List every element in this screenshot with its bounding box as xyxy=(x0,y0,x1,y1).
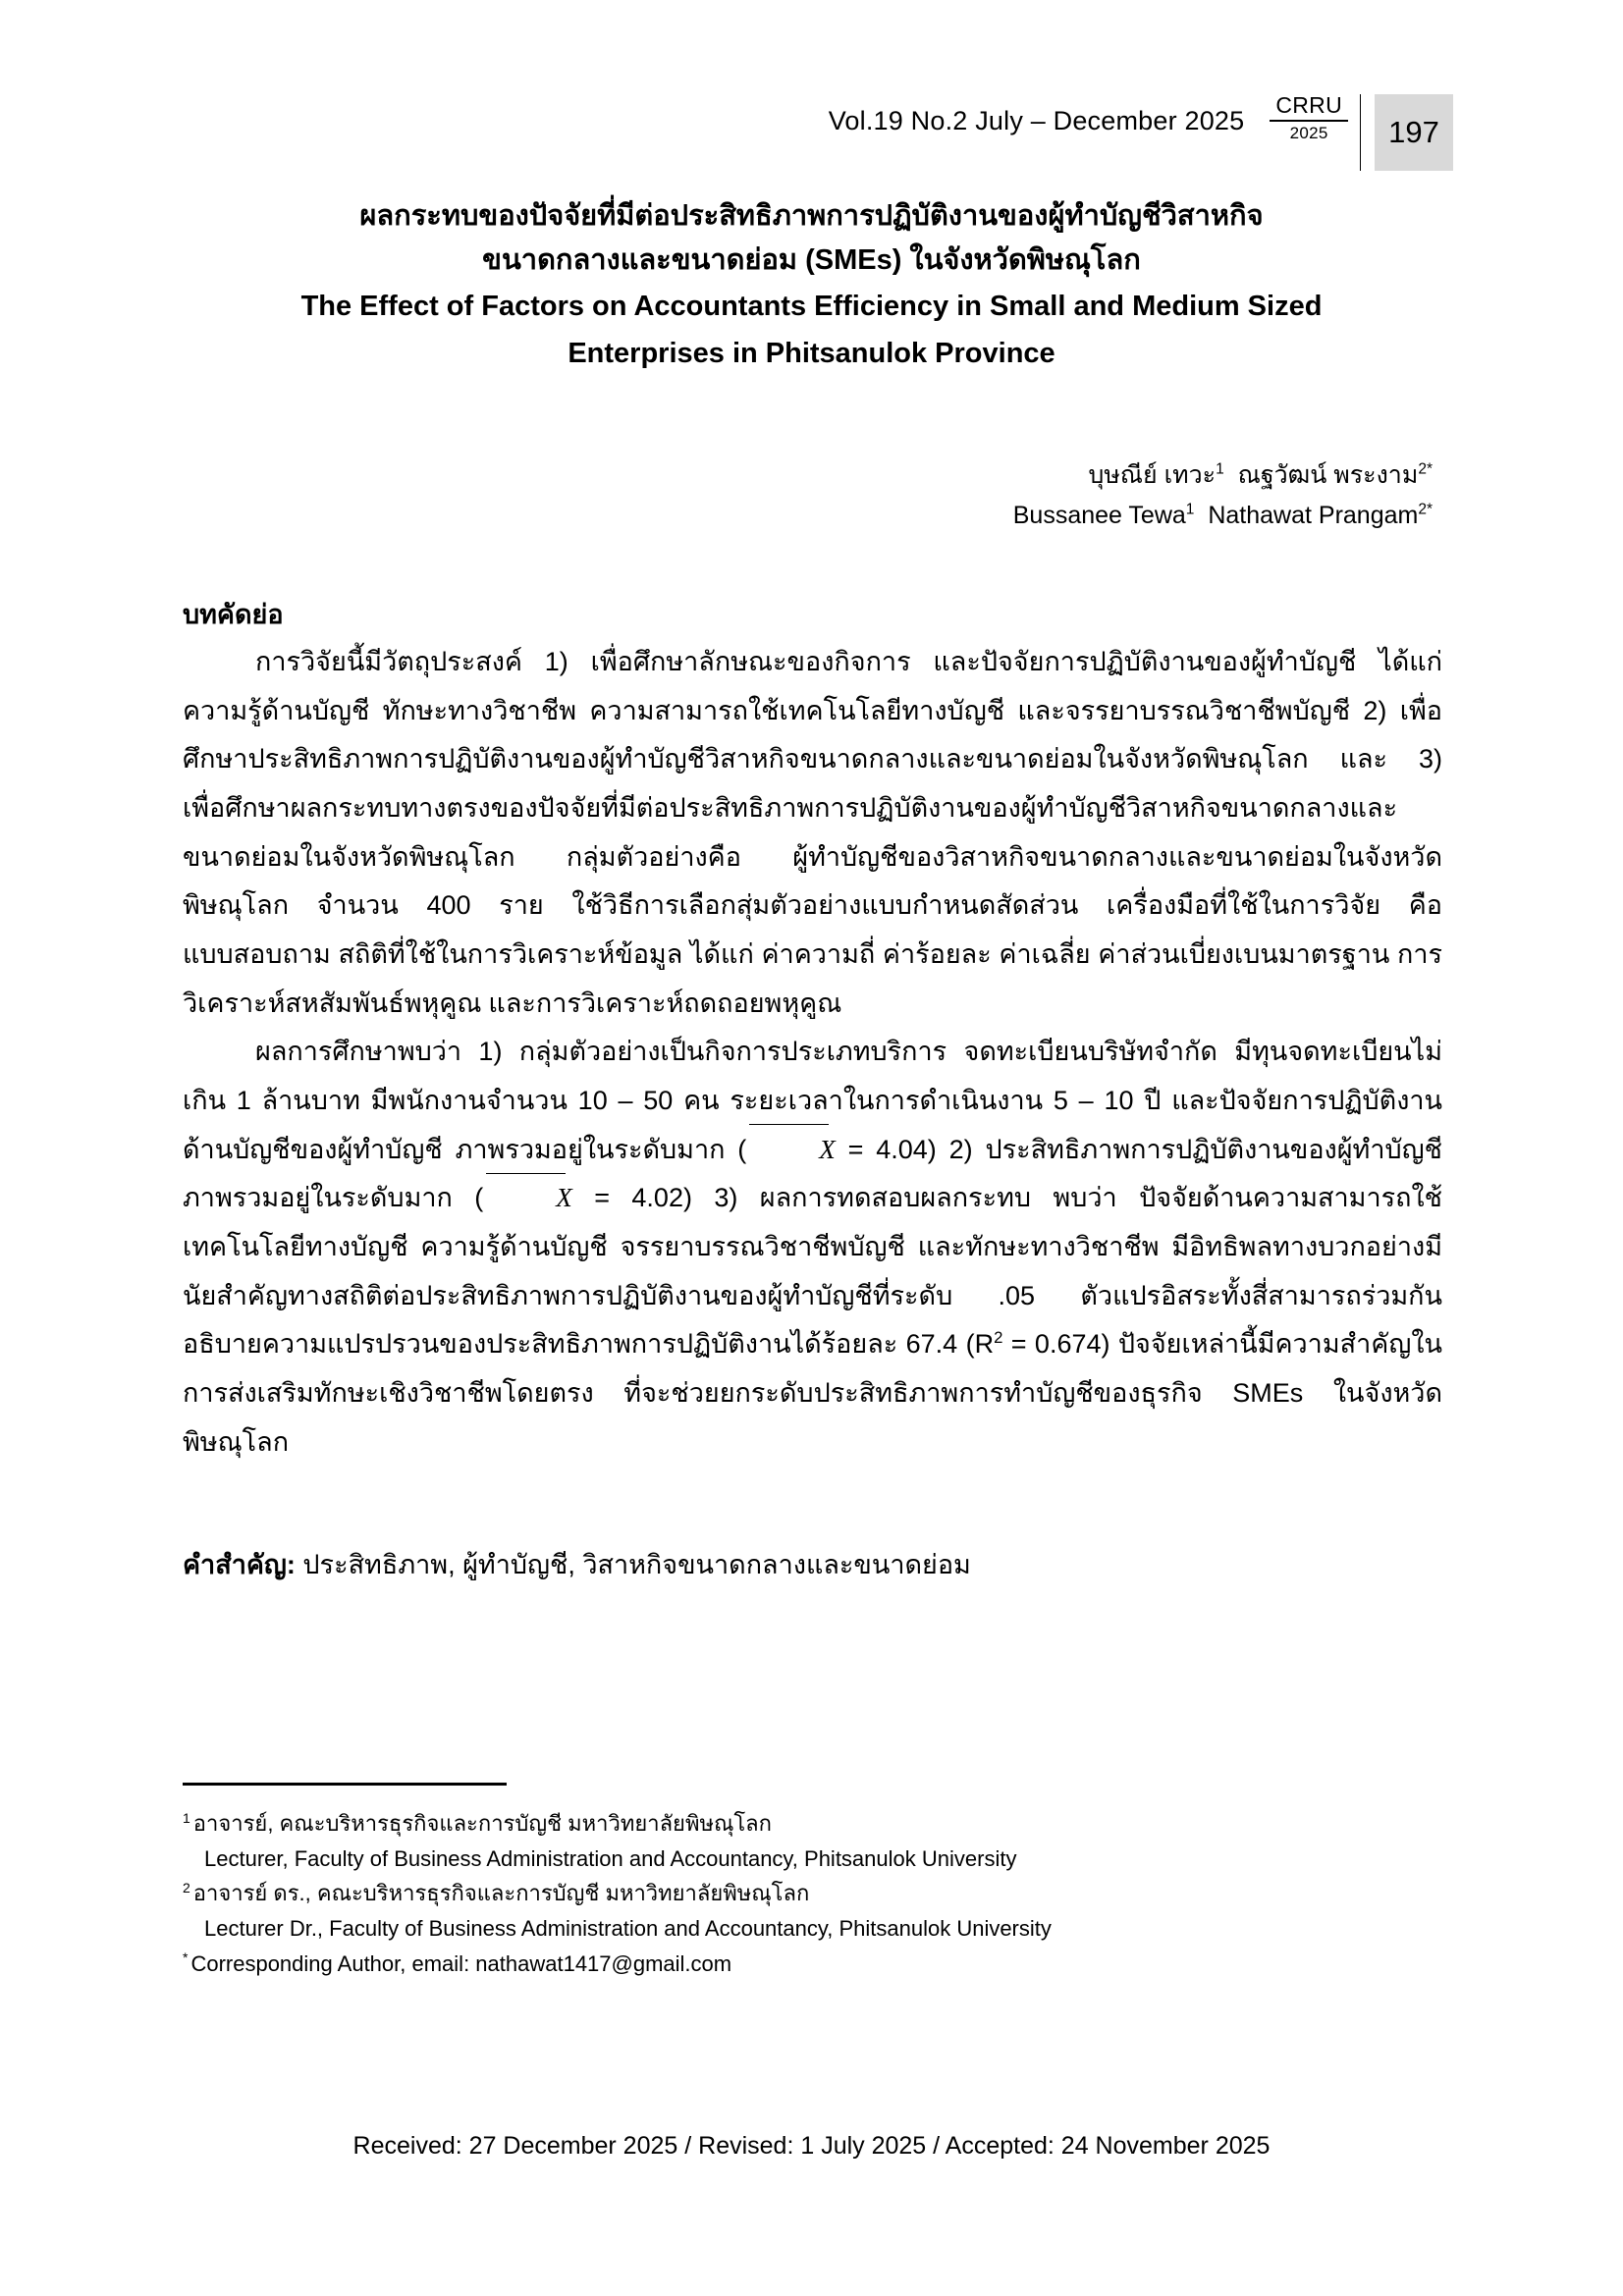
journal-year: 2025 xyxy=(1289,124,1328,142)
author-thai-1-affiliation-marker: 1 xyxy=(1216,460,1224,478)
footnote-1-thai-text: อาจารย์, คณะบริหารธุรกิจและการบัญชี มหาวิทยาลัยพิษณุโลก xyxy=(192,1811,772,1836)
vertical-divider xyxy=(1360,94,1361,171)
footnote-separator xyxy=(183,1783,507,1786)
footnotes xyxy=(183,1806,1442,1981)
footnote-1-thai xyxy=(183,1806,1442,1842)
abstract-heading: บทคัดย่อ xyxy=(183,600,284,629)
footnote-2-thai-text: อาจารย์ ดร., คณะบริหารธุรกิจและการบัญชี มหาวิทยาลัยพิษณุโลก xyxy=(192,1881,810,1906)
abstract-p2-segment-3: = 4.02) 3) ผลการทดสอบผลกระทบ พบว่า ปัจจัยด้านความสามารถใช้เทคโนโลยีทางบัญชี ความรู้ด้านบัญชี จรรยาบรรณวิชาชีพบัญชี และทักษะทางวิชาชีพ มีอิทธิพลทางบวกอย่างมีนัยสำคัญทางสถิติต่อประสิทธิภาพการปฏิบัติงานของผู้ทำบัญชีที่ระดับ .05 ตัวแปรอิสระทั้งสี่สามารถร่วมกันอธิบายความแปรปรวนของประสิทธิภาพการปฏิบัติงานได้ร้อยละ 67.4 (R xyxy=(183,1183,1442,1360)
abstract-p2-segment-4: = 0.674) ปัจจัยเหล่านี้มีความสำคัญในการส่งเสริมทักษะเชิงวิชาชีพโดยตรง ที่จะช่วยยกระดับประสิทธิภาพการทำบัญชีของธุรกิจ SMEs ในจังหวัดพิษณุโลก xyxy=(183,1329,1442,1457)
footnote-1-marker: 1 xyxy=(183,1809,190,1826)
title-thai-line-1: ผลกระทบของปัจจัยที่มีต่อประสิทธิภาพการปฏิบัติงานของผู้ทำบัญชีวิสาหกิจ xyxy=(359,200,1264,232)
author-english-2-affiliation-marker: 2* xyxy=(1418,501,1433,518)
abstract-p2-segment-2: = 4.04) 2) ประสิทธิภาพการปฏิบัติงานของผู้ทำบัญชี ภาพรวมอยู่ในระดับมาก ( xyxy=(183,1134,1442,1213)
footnote-corresponding-text: Corresponding Author, email: nathawat1417@gmail.com xyxy=(190,1950,732,1976)
mean-symbol-2: X xyxy=(483,1174,572,1223)
keywords-values: ประสิทธิภาพ, ผู้ทำบัญชี, วิสาหกิจขนาดกลางและขนาดย่อม xyxy=(295,1550,971,1579)
footnote-2-marker: 2 xyxy=(183,1879,190,1896)
keywords-label: คำสำคัญ: xyxy=(183,1550,296,1579)
author-block xyxy=(183,455,1440,535)
author-english-2-name: Nathawat Prangam xyxy=(1208,501,1419,529)
abstract-paragraph-2 xyxy=(183,1028,1442,1467)
journal-mark xyxy=(1270,94,1348,141)
author-thai-2-name: ณฐวัฒน์ พระงาม xyxy=(1237,461,1419,489)
footnote-2-thai xyxy=(183,1876,1442,1911)
authors-thai xyxy=(183,455,1433,496)
title-english-line-2: Enterprises in Phitsanulok Province xyxy=(568,337,1055,369)
abstract-p2-segment-1: ผลการศึกษาพบว่า 1) กลุ่มตัวอย่างเป็นกิจการประเภทบริการ จดทะเบียนบริษัทจำกัด มีทุนจดทะเบียนไม่เกิน 1 ล้านบาท มีพนักงานจำนวน 10 – 50 คน ระยะเวลาในการดำเนินงาน 5 – 10 ปี และปัจจัยการปฏิบัติงานด้านบัญชีของผู้ทำบัญชี ภาพรวมอยู่ในระดับมาก ( xyxy=(183,1037,1442,1164)
r-squared-exponent: 2 xyxy=(994,1328,1003,1348)
author-english-1-name: Bussanee Tewa xyxy=(1012,501,1186,529)
authors-english xyxy=(183,496,1433,536)
running-head xyxy=(0,94,1623,171)
journal-abbreviation: CRRU xyxy=(1275,92,1342,118)
volume-issue-text: Vol.19 No.2 July – December 2025 xyxy=(828,106,1245,135)
footnote-1-english: Lecturer, Faculty of Business Administration and Accountancy, Phitsanulok University xyxy=(204,1845,1017,1871)
page-number: 197 xyxy=(1375,94,1453,171)
received-revised-accepted-line: Received: 27 December 2025 / Revised: 1 July 2025 / Accepted: 24 November 2025 xyxy=(352,2132,1271,2160)
keywords xyxy=(183,1543,1442,1588)
title-thai-line-2: ขนาดกลางและขนาดย่อม (SMEs) ในจังหวัดพิษณุโลก xyxy=(482,244,1141,277)
author-thai-2-affiliation-marker: 2* xyxy=(1418,460,1433,478)
mean-symbol-1: X xyxy=(746,1126,836,1175)
footnote-2-english: Lecturer Dr., Faculty of Business Administration and Accountancy, Phitsanulok University xyxy=(204,1915,1052,1941)
footnote-corresponding-author xyxy=(183,1947,1442,1982)
title-english-line-1: The Effect of Factors on Accountants Efficiency in Small and Medium Sized xyxy=(300,291,1323,323)
footnote-corresponding-marker: * xyxy=(183,1949,189,1966)
title-block xyxy=(183,194,1440,376)
abstract-body xyxy=(183,638,1442,1467)
author-thai-1-name: บุษณีย์ เทวะ xyxy=(1088,461,1217,489)
author-english-1-affiliation-marker: 1 xyxy=(1185,501,1195,518)
abstract-paragraph-1: การวิจัยนี้มีวัตถุประสงค์ 1) เพื่อศึกษาลักษณะของกิจการ และปัจจัยการปฏิบัติงานของผู้ทำบัญชี ได้แก่ ความรู้ด้านบัญชี ทักษะทางวิชาชีพ ความสามารถใช้เทคโนโลยีทางบัญชี และจรรยาบรรณวิชาชีพบัญชี 2) เพื่อศึกษาประสิทธิภาพการปฏิบัติงานของผู้ทำบัญชีวิสาหกิจขนาดกลางและขนาดย่อมในจังหวัดพิษณุโลก และ 3) เพื่อศึกษาผลกระทบทางตรงของปัจจัยที่มีต่อประสิทธิภาพการปฏิบัติงานของผู้ทำบัญชีวิสาหกิจขนาดกลางและขนาดย่อมในจังหวัดพิษณุโลก กลุ่มตัวอย่างคือ ผู้ทำบัญชีของวิสาหกิจขนาดกลางและขนาดย่อมในจังหวัดพิษณุโลก จำนวน 400 ราย ใช้วิธีการเลือกสุ่มตัวอย่างแบบกำหนดสัดส่วน เครื่องมือที่ใช้ในการวิจัย คือ แบบสอบถาม สถิติที่ใช้ในการวิเคราะห์ข้อมูล ได้แก่ ค่าความถี่ ค่าร้อยละ ค่าเฉลี่ย ค่าส่วนเบี่ยงเบนมาตรฐาน การวิเคราะห์สหสัมพันธ์พหุคูณ และการวิเคราะห์ถดถอยพหุคูณ xyxy=(183,647,1442,1018)
